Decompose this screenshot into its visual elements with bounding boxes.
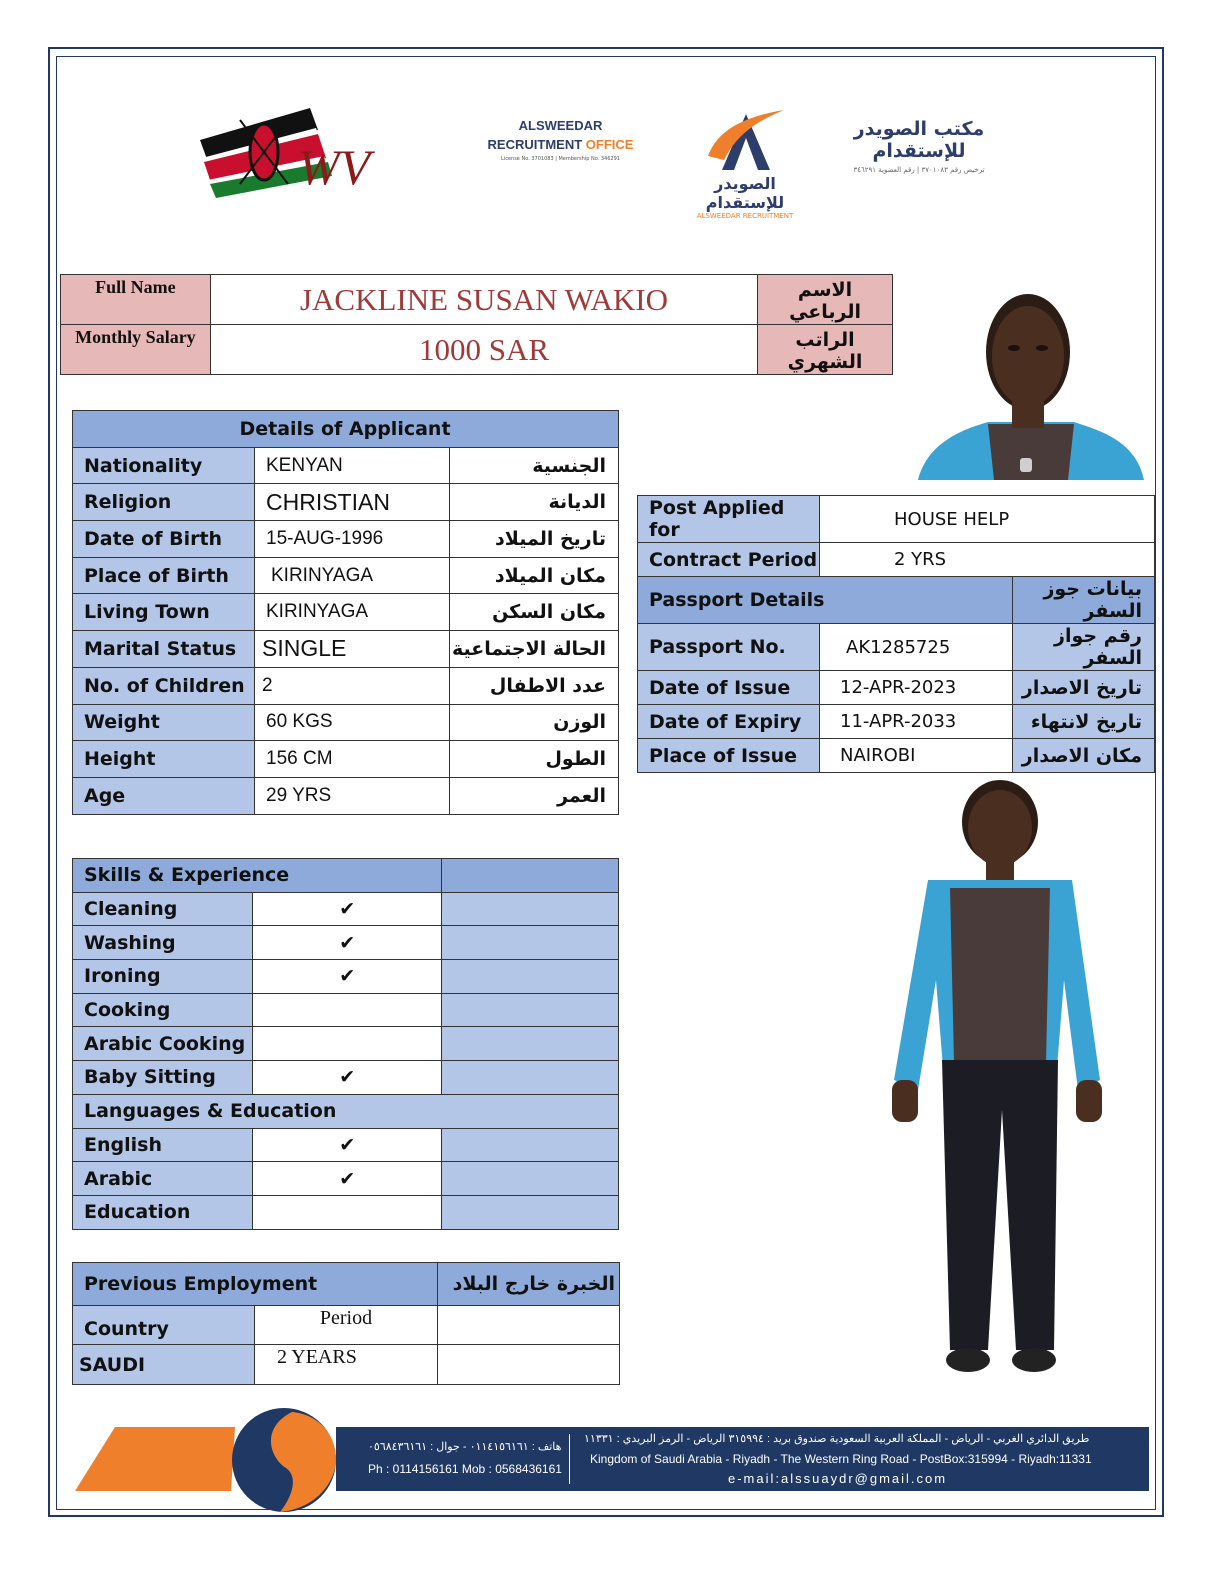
- post-value: HOUSE HELP: [820, 496, 1155, 543]
- passport-title: Passport Details: [638, 577, 1013, 624]
- skill-blank: [442, 1027, 619, 1061]
- pob-value: KIRINYAGA: [255, 557, 450, 594]
- full-name-label: Full Name: [61, 275, 211, 325]
- skill-blank: [442, 926, 619, 960]
- dob-ar: تاريخ الميلاد: [450, 521, 619, 558]
- skill-label: Cleaning: [73, 892, 253, 926]
- footer-circle-logo: [230, 1408, 338, 1512]
- height-ar: الطول: [450, 741, 619, 778]
- language-check: ✔: [253, 1162, 442, 1196]
- children-ar: عدد الاطفال: [450, 667, 619, 704]
- footer-email[interactable]: e-mail:alssuaydr@gmail.com: [728, 1471, 948, 1486]
- salary-value: 1000 SAR: [210, 325, 757, 375]
- table-row: [638, 577, 1155, 624]
- alsweedar-center-logo: [675, 108, 815, 220]
- children-value: 2: [255, 667, 450, 704]
- pob-ar: مكان الميلاد: [450, 557, 619, 594]
- issue-place-ar: مكان الاصدار: [1013, 739, 1155, 773]
- previous-title: Previous Employment: [73, 1263, 438, 1306]
- table-row: [638, 739, 1155, 773]
- issue-place-value: NAIROBI: [820, 739, 1013, 773]
- previous-period: 2 YEARS: [255, 1345, 438, 1385]
- languages-title: Languages & Education: [73, 1094, 619, 1128]
- post-passport-table: [637, 495, 1155, 773]
- skill-label: Arabic Cooking: [73, 1027, 253, 1061]
- nationality-value: KENYAN: [255, 447, 450, 484]
- skill-check: ✔: [253, 1061, 442, 1095]
- footer-address-en: Kingdom of Saudi Arabia - Riyadh - The Western Ring Road - PostBox:315994 - Riyadh:11331: [590, 1452, 1092, 1466]
- contract-label: Contract Period: [638, 543, 820, 577]
- table-row: [638, 624, 1155, 671]
- table-row: [73, 631, 619, 668]
- skill-label: Baby Sitting: [73, 1061, 253, 1095]
- skill-blank: [442, 892, 619, 926]
- skill-label: Ironing: [73, 960, 253, 994]
- table-row: [73, 484, 619, 521]
- table-row: [73, 1128, 619, 1162]
- post-label: Post Applied for: [638, 496, 820, 543]
- table-row: [73, 704, 619, 741]
- education-check: [253, 1195, 442, 1229]
- passport-no-value: AK1285725: [820, 624, 1013, 671]
- alsweedar-line2-b: OFFICE: [585, 137, 634, 152]
- nationality-ar: الجنسية: [450, 447, 619, 484]
- table-row: [73, 594, 619, 631]
- period-col-label: Period: [255, 1306, 438, 1345]
- issue-date-label: Date of Issue: [638, 671, 820, 705]
- language-check: ✔: [253, 1128, 442, 1162]
- skill-blank: [442, 993, 619, 1027]
- table-row: [73, 1345, 620, 1385]
- table-row: [73, 667, 619, 704]
- footer-phone-ar: هاتف : ٠١١٤١٥٦١٦١ - جوال : ٠٥٦٨٤٣٦١٦١: [368, 1441, 562, 1453]
- issue-place-label: Place of Issue: [638, 739, 820, 773]
- skills-title-blank: [442, 859, 619, 893]
- children-label: No. of Children: [73, 667, 255, 704]
- table-row: [73, 777, 619, 814]
- expiry-date-value: 11-APR-2033: [820, 705, 1013, 739]
- weight-ar: الوزن: [450, 704, 619, 741]
- education-label: Education: [73, 1195, 253, 1229]
- language-label: Arabic: [73, 1162, 253, 1196]
- contract-value: 2 YRS: [820, 543, 1155, 577]
- issue-date-ar: تاريخ الاصدار: [1013, 671, 1155, 705]
- alsweedar-license: License No. 3701083 | Membership No. 346291: [501, 156, 620, 162]
- skill-blank: [442, 1061, 619, 1095]
- salary-label: Monthly Salary: [61, 325, 211, 375]
- table-row: [73, 1306, 620, 1345]
- table-row: [73, 960, 619, 994]
- skill-label: Cooking: [73, 993, 253, 1027]
- passport-title-ar: بيانات جوز السفر: [1013, 577, 1155, 624]
- dob-value: 15-AUG-1996: [255, 521, 450, 558]
- living-town-ar: مكان السكن: [450, 594, 619, 631]
- dob-label: Date of Birth: [73, 521, 255, 558]
- skill-label: Washing: [73, 926, 253, 960]
- age-label: Age: [73, 777, 255, 814]
- applicant-headshot-photo: [918, 290, 1144, 480]
- alsweedar-en-logo: [478, 118, 643, 162]
- previous-title-ar: الخبرة خارج البلاد: [438, 1263, 620, 1306]
- expiry-date-ar: تاريخ لانتهاء: [1013, 705, 1155, 739]
- full-name-value: JACKLINE SUSAN WAKIO: [210, 275, 757, 325]
- country-col-label: Country: [73, 1306, 255, 1345]
- marital-ar: الحالة الاجتماعية: [450, 631, 619, 668]
- table-row: [638, 496, 1155, 543]
- skills-table: [72, 858, 619, 1230]
- height-label: Height: [73, 741, 255, 778]
- nationality-label: Nationality: [73, 447, 255, 484]
- passport-no-label: Passport No.: [638, 624, 820, 671]
- applicant-full-body-photo: [888, 780, 1104, 1390]
- skill-check: ✔: [253, 960, 442, 994]
- alsweedar-ar-logo: [828, 118, 1010, 174]
- alsweedar-line1: ALSWEEDAR: [518, 118, 603, 133]
- weight-label: Weight: [73, 704, 255, 741]
- right-logo-ar-sub: ترخيص رقم ٣٧٠١٠٨٣ | رقم العضوية ٣٤٦٢٩١: [853, 166, 985, 174]
- marital-label: Marital Status: [73, 631, 255, 668]
- skill-blank: [442, 960, 619, 994]
- religion-ar: الديانة: [450, 484, 619, 521]
- footer-divider: [569, 1434, 570, 1484]
- full-name-ar: الاسم الرباعي: [758, 275, 893, 325]
- table-row: [73, 892, 619, 926]
- weight-value: 60 KGS: [255, 704, 450, 741]
- skill-check: [253, 993, 442, 1027]
- salary-ar: الراتب الشهري: [758, 325, 893, 375]
- living-town-value: KIRINYAGA: [255, 594, 450, 631]
- previous-blank: [438, 1306, 620, 1345]
- table-row: [638, 671, 1155, 705]
- table-row: [638, 543, 1155, 577]
- education-blank: [442, 1195, 619, 1229]
- marital-value: SINGLE: [255, 631, 450, 668]
- footer-phone-en: Ph : 0114156161 Mob : 0568436161: [368, 1462, 562, 1476]
- living-town-label: Living Town: [73, 594, 255, 631]
- language-blank: [442, 1162, 619, 1196]
- religion-label: Religion: [73, 484, 255, 521]
- table-row: [73, 557, 619, 594]
- previous-country: SAUDI: [73, 1345, 255, 1385]
- skill-check: [253, 1027, 442, 1061]
- name-salary-table: [60, 274, 893, 375]
- footer-address-ar: طريق الدائري الغربي - الرياض - المملكة العربية السعودية صندوق بريد : ٣١٥٩٩٤ الرياض - الرمز البريدي : ١١٣٣١: [584, 1433, 1090, 1445]
- table-row: [73, 521, 619, 558]
- table-row: [73, 1195, 619, 1229]
- language-label: English: [73, 1128, 253, 1162]
- table-row: [73, 741, 619, 778]
- table-row: [638, 705, 1155, 739]
- wv-text: WV: [298, 139, 371, 195]
- kenya-wv-logo: [190, 100, 405, 205]
- table-row: [73, 1027, 619, 1061]
- age-value: 29 YRS: [255, 777, 450, 814]
- religion-value: CHRISTIAN: [255, 484, 450, 521]
- table-row: [73, 447, 619, 484]
- table-row: [73, 926, 619, 960]
- height-value: 156 CM: [255, 741, 450, 778]
- center-logo-ar: الصويدر للإستقدام: [705, 174, 785, 212]
- expiry-date-label: Date of Expiry: [638, 705, 820, 739]
- right-logo-ar: مكتب الصويدر للإستقدام: [853, 118, 985, 162]
- previous-blank: [438, 1345, 620, 1385]
- passport-no-ar: رقم جواز السفر: [1013, 624, 1155, 671]
- language-blank: [442, 1128, 619, 1162]
- pob-label: Place of Birth: [73, 557, 255, 594]
- skill-check: ✔: [253, 892, 442, 926]
- details-table: [72, 410, 619, 815]
- details-title: Details of Applicant: [73, 411, 619, 448]
- table-row: [73, 993, 619, 1027]
- center-logo-en: ALSWEEDAR RECRUITMENT: [696, 212, 794, 220]
- skills-title: Skills & Experience: [73, 859, 442, 893]
- alsweedar-line2-a: RECRUITMENT: [487, 137, 583, 152]
- table-row: [73, 1061, 619, 1095]
- age-ar: العمر: [450, 777, 619, 814]
- issue-date-value: 12-APR-2023: [820, 671, 1013, 705]
- skill-check: ✔: [253, 926, 442, 960]
- table-row: [73, 1162, 619, 1196]
- previous-employment-table: [72, 1262, 620, 1385]
